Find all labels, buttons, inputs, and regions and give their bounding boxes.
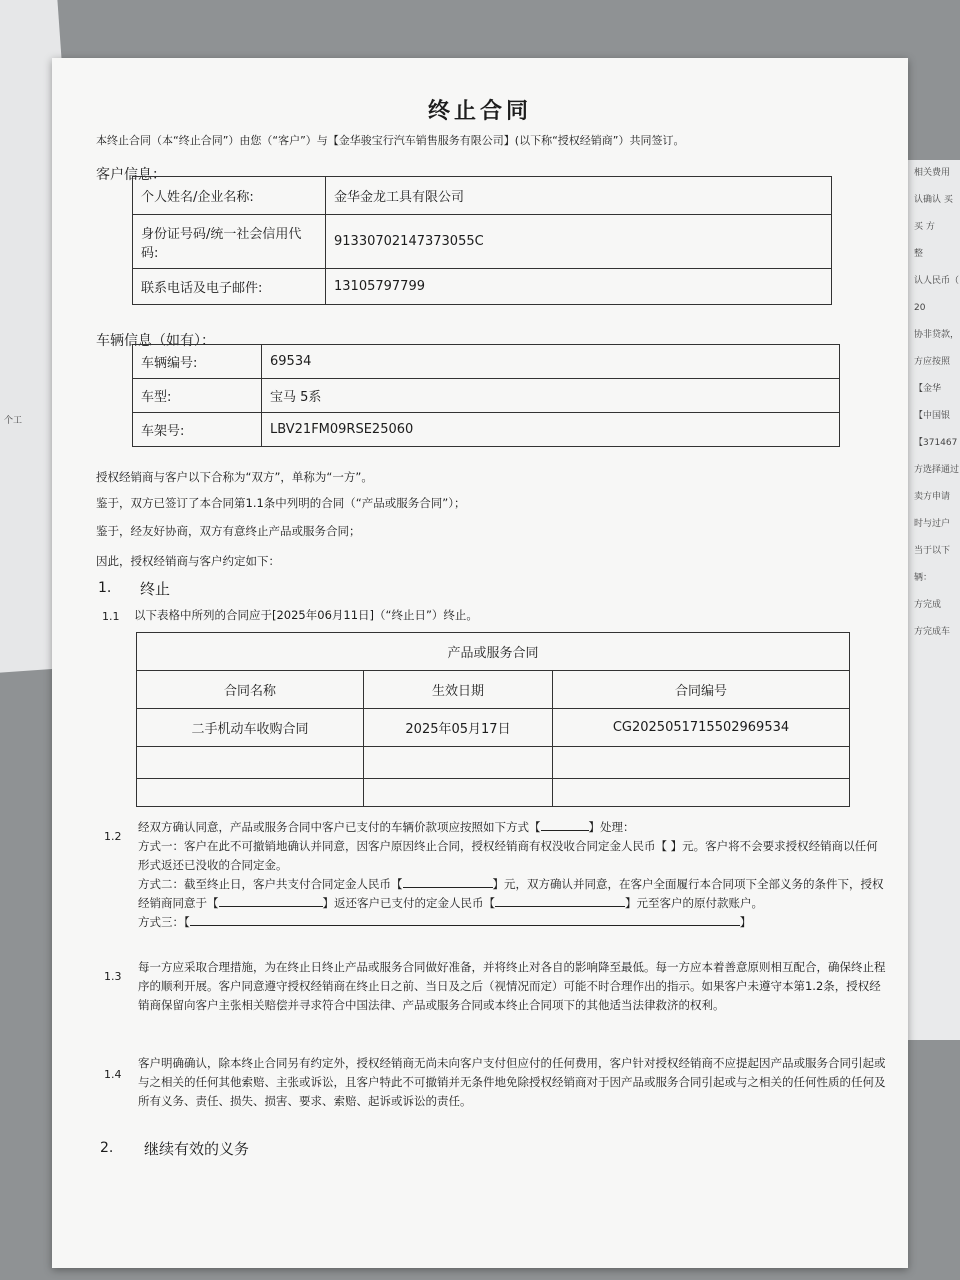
contracts-table <box>136 632 850 807</box>
table-cell: 二手机动车收购合同 <box>137 709 364 747</box>
termination-contract-page <box>52 58 908 1268</box>
vehicle-label: 车型: <box>133 379 262 413</box>
section-2-number: 2. <box>100 1140 114 1156</box>
customer-value: 金华金龙工具有限公司 <box>326 177 832 215</box>
table-cell <box>137 747 364 779</box>
vehicle-row <box>133 379 840 413</box>
background-text-left: 个工 <box>4 416 23 426</box>
customer-info-table <box>132 176 832 305</box>
table-row <box>137 779 850 807</box>
parties-paragraph: 授权经销商与客户以下合称为“双方”，单称为“一方”。 <box>96 470 373 484</box>
way-1: 方式一：客户在此不可撤销地确认并同意，因客户原因终止合同，授权经销商有权没收合同定金人民币【 】元。客户将不会要求授权经销商以任何形式返还已没收的合同定金。 <box>138 839 878 872</box>
background-text-fragment: 当于以下 <box>914 546 951 556</box>
background-text-fragment: 方应按照 <box>914 357 951 367</box>
table-cell <box>364 747 553 779</box>
clause-1-4: 客户明确确认，除本终止合同另有约定外，授权经销商无尚未向客户支付但应付的任何费用，客户针对授权经销商不应提起因产品或服务合同引起或与之相关的任何其他索赔、主张或诉讼，且客户特此不可撤销并无条件地免除授权经销商对于因产品或服务合同引起或与之相关的任何性质的任何及所有义务、责任、损失、损害、要求、索赔、起诉或诉讼的责任。 <box>138 1056 886 1108</box>
background-text-fragment: 【371467 <box>914 438 958 448</box>
background-text-fragment: 协非贷款， <box>914 330 960 340</box>
clause-1-2 <box>138 818 888 932</box>
whereas-paragraph-2: 鉴于，经友好协商，双方有意终止产品或服务合同； <box>96 524 361 538</box>
vehicle-value: LBV21FM09RSE25060 <box>262 413 840 447</box>
section-2-title: 继续有效的义务 <box>144 1140 250 1158</box>
customer-row <box>133 215 832 269</box>
customer-section-heading: 客户信息： <box>96 167 166 183</box>
customer-label: 联系电话及电子邮件: <box>133 269 326 305</box>
whereas-paragraph-1: 鉴于，双方已签订了本合同第1.1条中列明的合同（“产品或服务合同”）； <box>96 496 466 510</box>
background-text-fragment: 方完成 <box>914 600 942 610</box>
vehicle-section-heading: 车辆信息（如有）： <box>96 333 215 349</box>
background-text-fragment: 时与过户 <box>914 519 951 529</box>
background-text-fragment: 相关费用 <box>914 168 951 178</box>
background-text-fragment: 20 <box>914 303 926 313</box>
column-header: 生效日期 <box>364 671 553 709</box>
background-text-fragment: 卖方申请 <box>914 492 951 502</box>
customer-label: 个人姓名/企业名称: <box>133 177 326 215</box>
column-header: 合同名称 <box>137 671 364 709</box>
table-cell <box>553 779 850 807</box>
background-text-fragment: 买 方 <box>914 222 935 232</box>
customer-row <box>133 177 832 215</box>
vehicle-row <box>133 413 840 447</box>
clause-1-3: 每一方应采取合理措施，为在终止日终止产品或服务合同做好准备，并将终止对各自的影响降至最低。每一方应本着善意原则相互配合，确保终止程序的顺利开展。客户同意遵守授权经销商在终止日之前、当日及之后（视情况而定）可能不时合理作出的指示。如果客户未遵守本第1.2条，授权经销商保留向客户主张相关赔偿并寻求符合中国法律、产品或服务合同或本终止合同项下的其他适当法律救济的权利。 <box>138 960 886 1012</box>
therefore-paragraph: 因此，授权经销商与客户约定如下： <box>96 554 280 568</box>
table-row <box>137 747 850 779</box>
contracts-column-row <box>137 671 850 709</box>
section-1-number: 1. <box>98 580 112 596</box>
background-text-fragment: 认确认 买 <box>914 195 953 205</box>
vehicle-row <box>133 345 840 379</box>
background-text-fragment: 认人民币（ <box>914 276 960 286</box>
clause-number: 1.2 <box>104 830 122 843</box>
vehicle-value: 69534 <box>262 345 840 379</box>
background-text-fragment: 辆： <box>914 573 933 583</box>
table-cell: 2025年05月17日 <box>364 709 553 747</box>
vehicle-value: 宝马 5系 <box>262 379 840 413</box>
contracts-header-row <box>137 633 850 671</box>
customer-row <box>133 269 832 305</box>
clause-1-1: 以下表格中所列的合同应于[2025年06月11日]（“终止日”）终止。 <box>134 608 478 622</box>
background-text-fragment: 【中国银 <box>914 411 951 421</box>
way-2: 方式二：截至终止日，客户共支付合同定金人民币【 】元，双方确认并同意，在客户全面履行本合同项下全部义务的条件下，授权经销商同意于【 】返还客户已支付的定金人民币【 】元至客户的原付款账户。 <box>138 877 884 910</box>
customer-value: 91330702147373055C <box>326 215 832 269</box>
customer-label: 身份证号码/统一社会信用代码: <box>133 215 326 269</box>
table-cell <box>364 779 553 807</box>
vehicle-label: 车辆编号: <box>133 345 262 379</box>
way-3: 方式三：【 】 <box>138 915 752 929</box>
customer-value: 13105797799 <box>326 269 832 305</box>
vehicle-info-table <box>132 344 840 447</box>
vehicle-label: 车架号: <box>133 413 262 447</box>
column-header: 合同编号 <box>553 671 850 709</box>
contracts-header: 产品或服务合同 <box>137 633 850 671</box>
clause-number: 1.1 <box>102 610 120 623</box>
background-text-fragment: 【金华 <box>914 384 942 394</box>
section-1-title: 终止 <box>140 580 171 598</box>
table-row <box>137 709 850 747</box>
clause-number: 1.4 <box>104 1068 122 1081</box>
table-cell <box>553 747 850 779</box>
table-cell: CG20250517155029695​34 <box>553 709 850 747</box>
background-text-fragment: 方完成车 <box>914 627 951 637</box>
clause-1-2-lead: 经双方确认同意，产品或服务合同中客户已支付的车辆价款项应按照如下方式【 】处理： <box>138 820 635 834</box>
background-text-fragment: 整 <box>914 249 924 259</box>
clause-number: 1.3 <box>104 970 122 983</box>
background-text-fragment: 方选择通过 <box>914 465 960 475</box>
page-title: 终止合同 <box>427 99 532 124</box>
intro-paragraph: 本终止合同（本“终止合同”）由您（“客户”）与【金华骏宝行汽车销售服务有限公司】(以下称“授权经销商”）共同签订。 <box>96 134 685 147</box>
background-sheet-right <box>900 160 960 1040</box>
table-cell <box>137 779 364 807</box>
